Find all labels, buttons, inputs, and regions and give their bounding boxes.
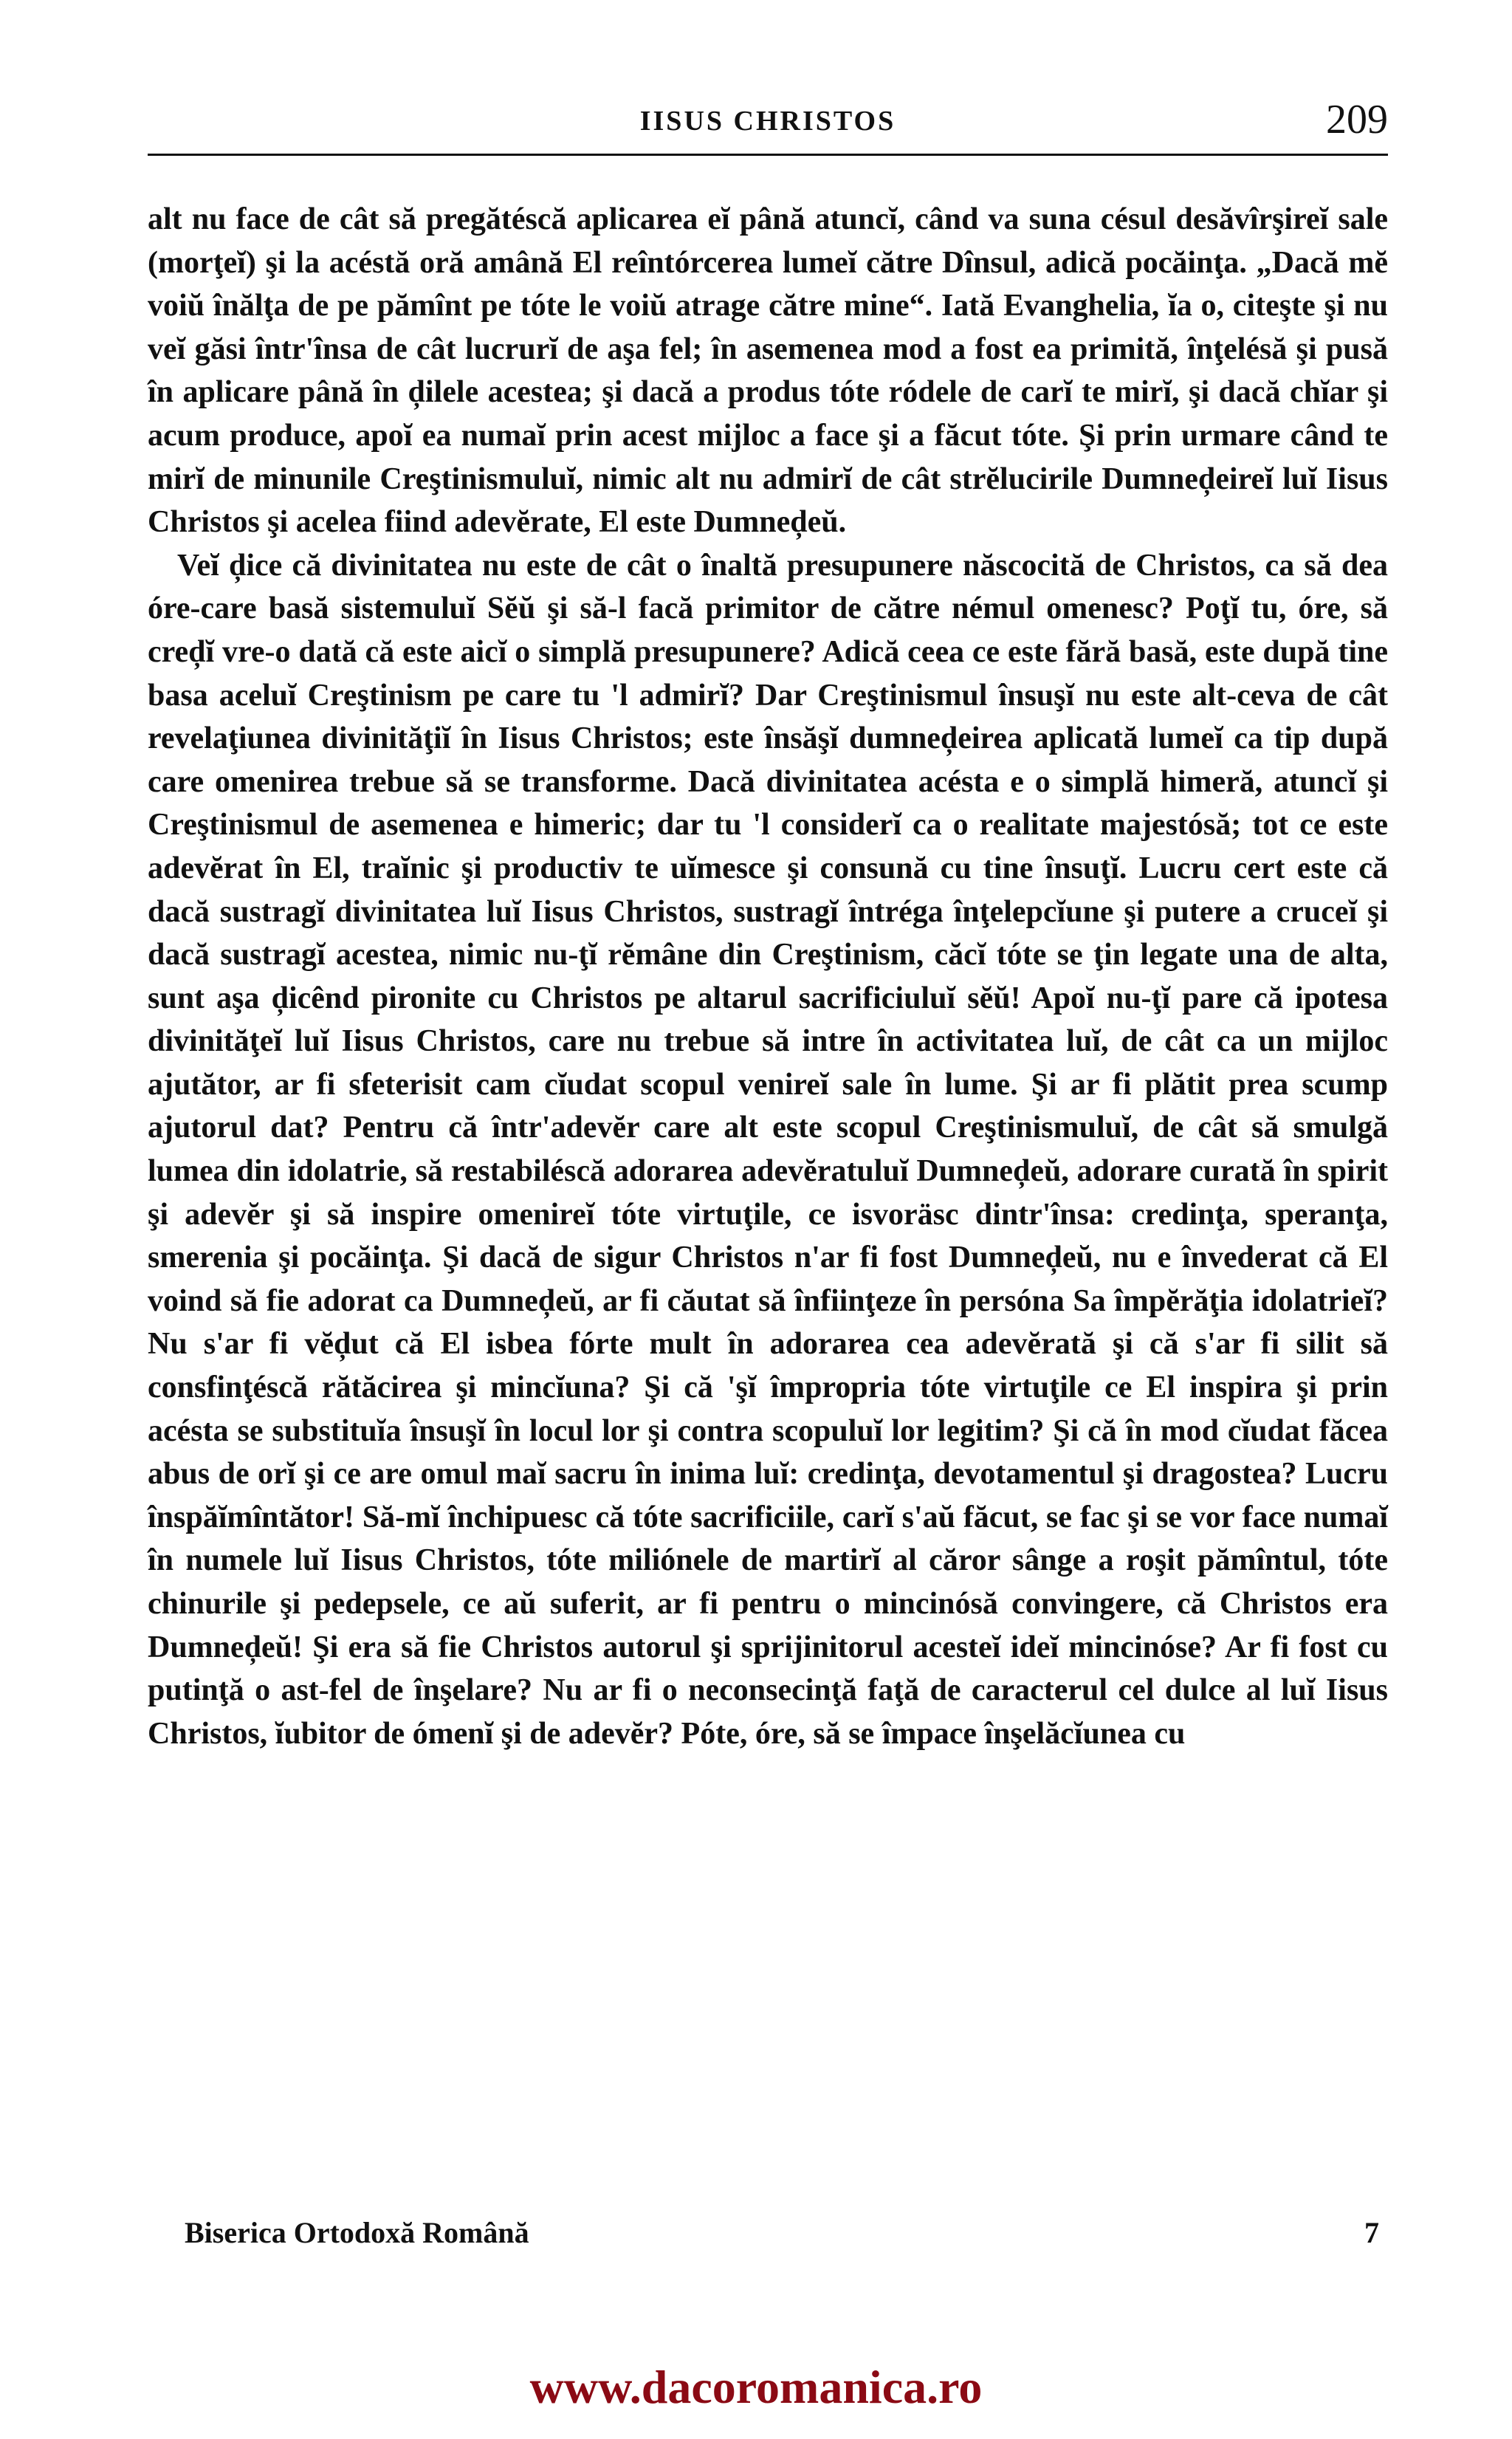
footer-signature-mark: 7 (1364, 2216, 1379, 2249)
page-number: 209 (1326, 97, 1388, 143)
running-title: IISUS CHRISTOS (639, 106, 896, 137)
body-text (148, 198, 1388, 1755)
paragraph-2: Veĭ ḑice că divinitatea nu este de cât o înaltă presupunere născocită de Christos, ca să dea óre-care basă sistemuluĭ Sĕŭ şi să-l facă primitor de către némul omenesc? Poţĭ tu, óre, să creḑĭ vre-o dată că este aicĭ o simplă presupunere? Adică ceea ce este fără basă, este după tine basa aceluĭ Creştinism pe care tu 'l admirĭ? Dar Creştinismul însuşĭ nu este alt-ceva de cât revelaţiunea divinităţiĭ în Iisus Christos; este însăşĭ dumneḑeirea aplicată lumeĭ ca tip după care omenirea trebue să se transforme. Dacă divinitatea acésta e o simplă himeră, atuncĭ şi Creştinismul de asemenea e himeric; dar tu 'l considerĭ ca o realitate majestósă; tot ce este adevĕrat în El, traĭnic şi productiv te uĭmesce şi consună cu tine însuţĭ. Lucru cert este că dacă sustragĭ divinitatea luĭ Iisus Christos, sustragĭ întrégа înţelepcĭune şi putere a cruceĭ şi dacă sustragĭ acestea, nimic nu-ţĭ rĕmâne din Creştinism, căcĭ tóte se ţin legate una de alta, sunt aşa ḑicênd pironite cu Christos pe altarul sacrificiuluĭ sĕŭ! Apoĭ nu-ţĭ pare că ipotesa divinităţeĭ luĭ Iisus Christos, care nu trebue să intre în activitatea luĭ, de cât ca un mijloc ajutător, ar fi sfeterisit cam cĭudat scopul venireĭ sale în lume. Şi ar fi plătit prea scump ajutorul dat? Pentru că într'adevĕr care alt este scopul Creştinismuluĭ, de cât să smulgă lumea din idolatrie, să restabiléscă adorarea adevĕratuluĭ Dumneḑeŭ, adorare curată în spirit şi adevĕr şi să inspire omenireĭ tóte virtuţile, ce isvoräsc dintr'însa: credinţa, speranţa, smerenia şi pocăinţa. Şi dacă de sigur Christos n'ar fi fost Dumneḑeŭ, nu e învederat că El voind să fie adorat ca Dumneḑeŭ, ar fi căutat să înfiinţeze în persóna Sa împĕrăţia idolatrieĭ? Nu s'ar fi vĕḑut că El isbea fórte mult în adorarea cea adevĕrată şi că s'ar fi silit să consfinţéscă rătăcirea şi mincĭuna? Şi că 'şĭ împropria tóte virtuţile ce El inspira şi prin acésta se substituĭa însuşĭ în locul lor şi contra scopuluĭ lor legitim? Şi că în mod cĭudat făcea abus de orĭ şi ce are omul maĭ sacru în inima luĭ: credinţa, devotamentul şi dragostea? Lucru înspăĭmîntător! Să-mĭ închipuesc că tóte sacrificiile, carĭ s'aŭ făcut, se fac şi se vor face numaĭ în numele luĭ Iisus Christos, tóte miliónele de martirĭ al căror sânge a roşit pămîntul, tóte chinurile şi pedepsele, ce aŭ suferit, ar fi pentru o mincinósă convingere, că Christos era Dumneḑeŭ! Şi era să fie Christos autorul şi sprijinitorul acesteĭ ideĭ mincinóse? Ar fi fost cu putinţă o ast-fel de înşelare? Nu ar fi o neconsecinţă faţă de caracterul cel dulce al luĭ Iisus Christos, ĭubitor de ómenĭ şi de adevĕr? Póte, óre, să se împace înşelăcĭunea cu (148, 548, 1388, 1751)
page-header (148, 96, 1388, 155)
watermark-url[interactable]: www.dacoromanica.ro (529, 2361, 983, 2413)
footer-publication: Biserica Ortodoxă Română (185, 2216, 529, 2249)
paragraph-1: alt nu face de cât să pregătéscă aplicarea eĭ până atuncĭ, când va suna césul desăvîrşireĭ sale (morţeĭ) şi la acéstă oră amână El reîntórcerea lumeĭ către Dînsul, adică pocăinţa. „Dacă mĕ voiŭ înălţa de pe pămînt pe tóte le voiŭ atrage către mine“. Iată Evanghelia, ĭa o, citeşte şi nu veĭ găsi într'însa de cât lucrurĭ de aşa fel; în asemenea mod a fost ea primită, înţelésă şi pusă în aplicare până în ḑilele acestea; şi dacă a produs tóte ródele de carĭ te mirĭ, şi dacă chĭar şi acum produce, apoĭ ea numaĭ prin acest mijloc a face şi a făcut tóte. Şi prin urmare când te mirĭ de minunile Creştinismuluĭ, nimic alt nu admirĭ de cât strĕlucirile Dumneḑeireĭ luĭ Iisus Christos şi acelea fiind adevĕrate, El este Dumneḑeŭ. (148, 202, 1388, 540)
header-divider (148, 154, 1388, 156)
